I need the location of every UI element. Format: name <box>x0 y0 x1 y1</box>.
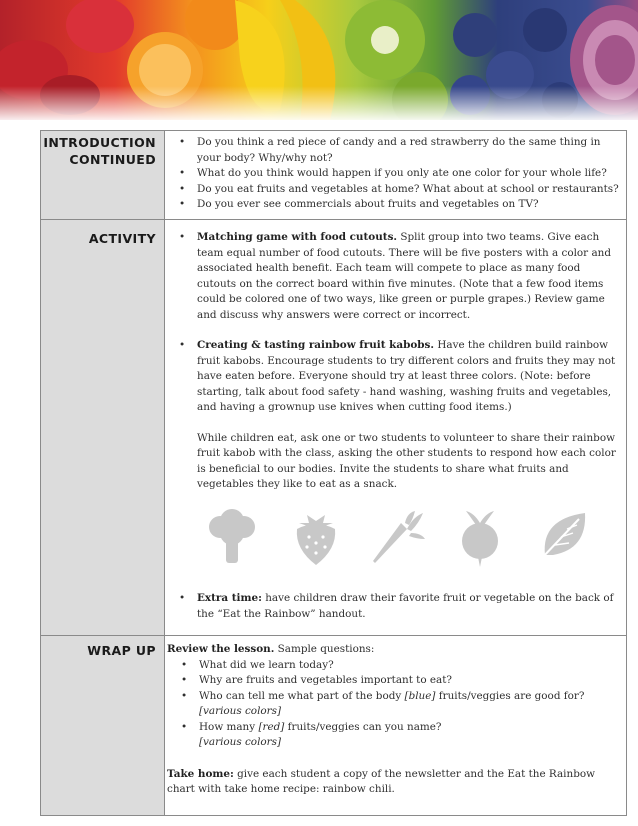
leaf-icon <box>539 509 589 561</box>
row-divider <box>41 219 626 220</box>
question-text: fruits/veggies can you name? <box>284 720 442 733</box>
question-text: Who can tell me what part of the body <box>199 689 405 702</box>
produce-banner <box>0 0 638 120</box>
review-text: Sample questions: <box>274 643 375 655</box>
item-title: Matching game with food cutouts. <box>197 231 398 243</box>
intro-label-line1: INTRODUCTION <box>43 135 156 150</box>
intro-label-line2: CONTINUED <box>69 152 156 167</box>
list-item <box>173 720 615 751</box>
list-item: • Do you eat fruits and vegetables at home? What about at school or restaurants? <box>171 182 619 198</box>
question-text: fruits/veggies are good for? <box>435 689 585 702</box>
item-text: have children draw their favorite fruit or vegetable on the back of the “Eat the Rainbow” handout. <box>197 592 614 620</box>
row-divider <box>41 635 626 636</box>
activity-label: ACTIVITY <box>88 231 156 246</box>
broccoli-icon <box>206 509 258 565</box>
item-title: Extra time: <box>197 592 262 604</box>
answer-hint: [various colors] <box>199 736 281 748</box>
extra-time-cell <box>171 591 619 622</box>
activity-cell <box>171 230 619 493</box>
question-text: How many <box>199 720 259 733</box>
column-divider <box>164 131 165 815</box>
answer-hint: [various colors] <box>199 705 281 717</box>
activity-list-extra <box>171 591 619 622</box>
item-text: Have the children build rainbow fruit kabobs. Encourage students to try different colors and fruits they may not have eaten before. Everyone should try at least three colors. (Note: before starting, talk about food safety - hand washing, washing fruits and vegetables, and having a grownup use knives when cutting food items.) <box>197 339 616 413</box>
take-home-text: give each student a copy of the newsletter and the Eat the Rainbow chart with take home recipe: rainbow chili. <box>167 767 595 795</box>
list-item: • What do you think would happen if you only ate one color for your whole life? <box>171 166 619 182</box>
carrot-icon <box>371 509 427 565</box>
activity-list <box>171 230 619 416</box>
list-item <box>171 591 619 622</box>
item-title: Creating & tasting rainbow fruit kabobs. <box>197 339 435 351</box>
beet-icon <box>456 509 504 567</box>
intro-question-list <box>171 135 619 213</box>
color-hint: [blue] <box>404 689 436 702</box>
wrap-up-cell <box>167 642 615 798</box>
take-home-note <box>167 767 615 798</box>
intro-cell <box>171 135 619 213</box>
wrap-up-label: WRAP UP <box>87 643 156 658</box>
list-item: • Do you think a red piece of candy and a red strawberry do the same thing in your body? Why/why not? <box>171 135 619 166</box>
review-title: Review the lesson. <box>167 643 275 655</box>
lesson-table <box>40 130 627 816</box>
item-text: Split group into two teams. Give each team equal number of food cutouts. There will be five posters with a color and associated health benefit. Each team will compete to place as many food cutouts on the correct board within five minutes. (Note that a few food items could be colored one of two ways, like green or purple grapes.) Review game and discuss why answers were correct or incorrect. <box>197 231 611 321</box>
produce-icon-row <box>201 509 591 579</box>
intro-label <box>41 134 156 168</box>
list-item <box>173 689 615 720</box>
list-item <box>171 230 619 323</box>
review-intro <box>167 642 615 658</box>
color-hint: [red] <box>258 720 285 733</box>
list-item: • What did we learn today? <box>173 658 615 674</box>
kabob-share-paragraph: While children eat, ask one or two students to volunteer to share their rainbow fruit kabob with the class, asking the other students to respond how each color is beneficial to our bodies. Invite the students to share what fruits and vegetables they like to eat as a snack. <box>197 431 616 490</box>
list-item <box>171 338 619 416</box>
review-question-list <box>173 658 615 751</box>
list-item: • Why are fruits and vegetables important to eat? <box>173 673 615 689</box>
list-item: • Do you ever see commercials about fruits and vegetables on TV? <box>171 197 619 213</box>
strawberry-icon <box>293 509 339 567</box>
take-home-title: Take home: <box>167 767 234 780</box>
